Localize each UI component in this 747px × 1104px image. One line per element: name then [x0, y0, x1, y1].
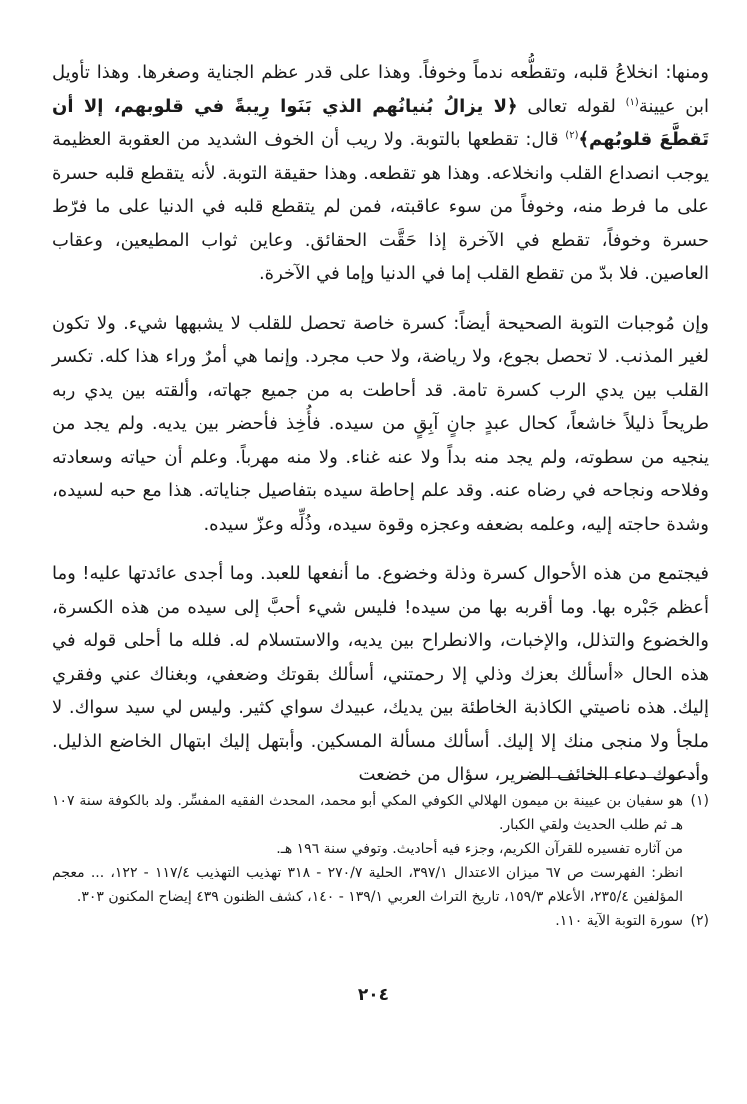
- paragraph-3: فيجتمع من هذه الأحوال كسرة وذلة وخضوع. ما أنفعها للعبد. وما أجدى عائدتها عليه! وما أعظم جَبْره بها. وما أقربه بها من سيده! فليس شيء أحبَّ إلى سيده من هذه الكسرة، والخضوع والتذلل، والإخبات، والانطراح بين يديه، والاستسلام له. فلله ما أحلى قوله في هذه الحال «أسألك بعزك وذلي إلا رحمتني، أسألك بقوتك وضعفي، وبغناك عني وفقري إليك. هذه ناصيتي الكاذبة الخاطئة بين يديك، عبيدك سواي كثير. وليس لي سيد سواك. لا ملجأ ولا منجى منك إلا إليك. أسألك مسألة المسكين. وأبتهل إليك ابتهال الخاضع الذليل. وأدعوك دعاء الخائف الضرير، سؤال من خضعت: [52, 563, 709, 785]
- footnote-2-line-1: سورة التوبة الآية ١١٠.: [555, 913, 683, 929]
- paragraph-1: [52, 56, 709, 291]
- footnote-1-body: [52, 789, 683, 909]
- footnote-ref-1[interactable]: (١): [625, 96, 639, 108]
- footnote-2: [52, 909, 709, 933]
- footnote-2-number: (٢): [690, 913, 709, 929]
- footnote-1-line-3: انظر: الفهرست ص ٦٧ ميزان الاعتدال ٣٩٧/١، الحلية ٢٧٠/٧ - ٣١٨ تهذيب التهذيب ١١٧/٤ - ١٢٢، ... معجم المؤلفين ٢٣٥/٤، الأعلام ١٥٩/٣، تاريخ التراث العربي ١٣٩/١ - ١٤٠، كشف الظنون ٤٣٩ إيضاح المكنون ٣٠٣.: [52, 865, 683, 905]
- paragraph-2: وإن مُوجبات التوبة الصحيحة أيضاً: كسرة خاصة تحصل للقلب لا يشبهها شيء. ولا تكون لغير المذنب. لا تحصل بجوع، ولا رياضة، ولا حب مجرد. وإنما هي أمرٌ وراء هذا كله. تكسر القلب بين يدي الرب كسرة تامة. قد أحاطت به من جميع جهاته، وألقته بين يدي ربه طريحاً ذليلاً خاشعاً، كحال عبدٍ جانٍ آبِقٍ من سيده. فأُخِذ فأحضر بين يديه. ولم يجد من ينجيه من سطوته، ولم يجد منه بداً ولا عنه غناء. ولا منه مهرباً. وعلم أن حياته وسعادته وفلاحه ونجاحه في رضاه عنه. وقد علم إحاطة سيده بتفاصيل جناياته. هذا مع حبه لسيده، وشدة حاجته إليه، وعلمه بضعفه وعجزه وقوة سيده، وذُلِّه وعزّ سيده.: [52, 312, 709, 535]
- footnotes: [52, 789, 709, 933]
- footnote-1-number: (١): [690, 793, 709, 809]
- footnote-separator: [523, 777, 695, 778]
- page-number: ٢٠٤: [357, 985, 390, 1005]
- quran-verse: ﴿لا يزالُ بُنيانُهم الذي بَنَوا رِيبةً في قلوبهم، إلا أن تَقطَّعَ قلوبُهم﴾: [52, 95, 709, 150]
- main-text: [52, 56, 709, 792]
- paragraph-1-opening: ومنها: انخلاعُ قلبه، وتقطُّعه ندماً وخوفاً. وهذا على قدر عظم الجناية وصغرها. وهذا تأويل ابن عيينة: [52, 62, 709, 117]
- footnote-1: [52, 789, 709, 909]
- footnote-2-body: [52, 909, 683, 933]
- footnote-1-line-1: هو سفيان بن عيينة بن ميمون الهلالي الكوفي المكي أبو محمد، المحدث الفقيه المفسِّر. ولد بالكوفة سنة ١٠٧ هـ ثم طلب الحديث ولقي الكبار.: [52, 793, 683, 833]
- paragraph-1-intro: لقوله تعالى: [517, 95, 626, 117]
- paragraph-1-body: قال: تقطعها بالتوبة. ولا ريب أن الخوف الشديد من العقوبة العظيمة يوجب انصداع القلب وانخلاعه. وهذا هو تقطعه. وهذا حقيقة التوبة. لأنه يتقطع قلبه حسرة على ما فرط منه، وخوفاً من سوء عاقبته، فمن لم يتقطع قلبه في الدنيا على ما فرّط حسرة وخوفاً، تقطع في الآخرة إذا حَقَّت الحقائق. وعاين ثواب المطيعين، وعقاب العاصين. فلا بدّ من تقطع القلب إما في الدنيا وإما في الآخرة.: [52, 129, 709, 284]
- footnote-ref-2[interactable]: (٢): [565, 130, 579, 141]
- footnote-1-line-2: من آثاره تفسيره للقرآن الكريم، وجزء فيه أحاديث. وتوفي سنة ١٩٦ هـ.: [276, 841, 683, 857]
